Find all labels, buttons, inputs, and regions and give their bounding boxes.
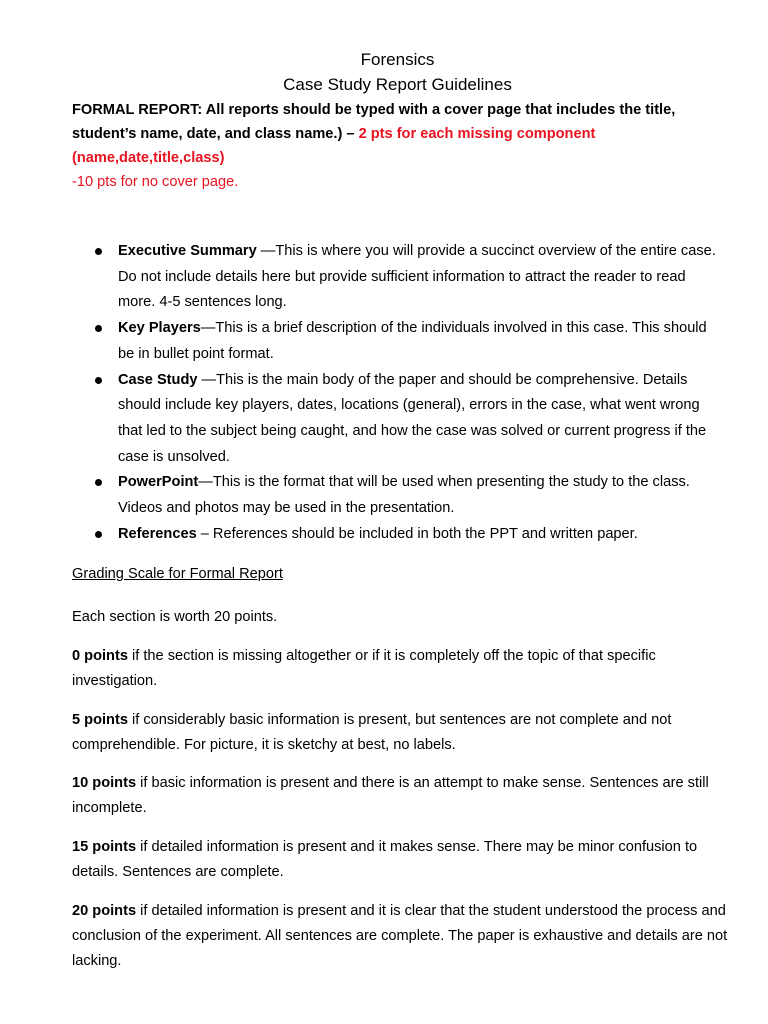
document-subtitle: Case Study Report Guidelines: [283, 75, 512, 94]
bullet-icon: [95, 377, 102, 384]
section-description: – References should be included in both the PPT and written paper.: [196, 525, 638, 542]
document-title: Forensics: [360, 50, 435, 69]
points-description: if basic information is present and there is an attempt to make sense. Sentences are still incomplete.: [72, 775, 709, 816]
list-item: [0, 239, 768, 316]
points-description: if the section is missing altogether or if it is completely off the topic of that specific investigation.: [72, 648, 656, 689]
points-label: 5 points: [72, 712, 128, 728]
section-name: Executive Summary: [118, 243, 257, 259]
list-item: [0, 368, 768, 471]
bullet-icon: [95, 248, 102, 255]
scale-5-points: [72, 708, 732, 758]
section-description: —This is the main body of the paper and should be comprehensive. Details should include key players, dates, locations (general), errors in the case, what went wrong that led to the subject being caught, and how the case was solved or current progress if the case is unsolved.: [118, 371, 707, 465]
scale-15-points: [72, 835, 732, 885]
points-description: if detailed information is present and it is clear that the student understood the process and conclusion of the experiment. All sentences are complete. The paper is exhaustive and details are not lacking.: [72, 903, 728, 969]
bullet-icon: [95, 531, 102, 538]
points-label: 10 points: [72, 775, 137, 791]
scale-10-points: [72, 771, 732, 821]
points-label: 15 points: [72, 839, 137, 855]
points-label: 20 points: [72, 903, 137, 919]
section-description: —This is a brief description of the individuals involved in this case. This should be in bullet point format.: [118, 320, 707, 362]
section-worth-text: Each section is worth 20 points.: [72, 609, 278, 625]
section-name: References: [118, 525, 197, 542]
section-name: PowerPoint: [118, 474, 199, 491]
cover-page-penalty: -10 pts for no cover page.: [72, 174, 239, 190]
formal-report-text: FORMAL REPORT: All reports should be typed with a cover page that includes the title, student’s name, date, and class name.) –: [72, 102, 676, 142]
section-name: Key Players: [118, 320, 201, 337]
scale-0-points: [72, 644, 732, 694]
list-item: [0, 470, 768, 521]
points-description: if considerably basic information is present, but sentences are not complete and not comprehendible. For picture, it is sketchy at best, no labels.: [72, 712, 672, 753]
section-description: —This is the format that will be used when presenting the study to the class. Videos and photos may be used in the presentation.: [118, 474, 690, 517]
scale-20-points: [72, 899, 732, 974]
list-item: [0, 316, 768, 367]
list-item: [0, 522, 768, 548]
grading-scale-heading: Grading Scale for Formal Report: [72, 566, 283, 582]
points-description: if detailed information is present and it makes sense. There may be minor confusion to details. Sentences are complete.: [72, 839, 698, 880]
formal-report-requirements: [72, 98, 732, 194]
section-description: —This is where you will provide a succinct overview of the entire case. Do not include details here but provide sufficient information to attract the reader to read more. 4-5 sentences long.: [118, 243, 716, 311]
missing-component-penalty: 2 pts for each missing component (name,date,title,class): [72, 126, 596, 166]
bullet-icon: [95, 325, 102, 332]
points-label: 0 points: [72, 648, 128, 664]
report-sections-list: [0, 239, 768, 547]
section-name: Case Study: [118, 371, 198, 388]
bullet-icon: [95, 479, 102, 486]
